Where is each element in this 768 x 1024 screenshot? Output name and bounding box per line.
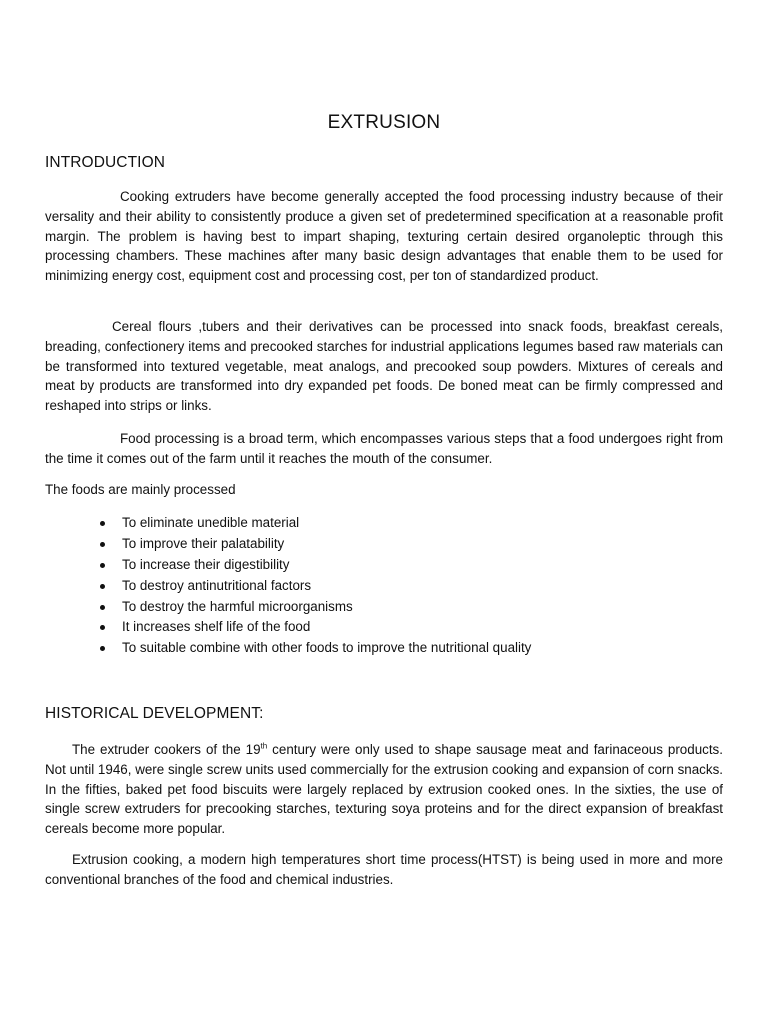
list-item	[45, 597, 531, 618]
introduction-heading: INTRODUCTION	[45, 154, 166, 171]
list-item-text: To suitable combine with other foods to improve the nutritional quality	[122, 640, 532, 656]
list-intro-text: The foods are mainly processed	[45, 482, 236, 497]
processing-reasons-list	[45, 513, 531, 659]
list-item	[45, 513, 531, 534]
introduction-paragraph-2: Cereal flours ,tubers and their derivatives can be processed into snack foods, breakfast cereals, breading, confectionery items and precooked starches for industrial applications legumes based raw materials can be transformed into textured vegetable, meat analogs, and precooked soup powders. Mixtures of cereals and meat by products are transformed into dry expanded pet foods. De boned meat can be firmly compressed and reshaped into strips or links.	[45, 319, 723, 414]
list-item-text: To increase their digestibility	[122, 556, 290, 572]
list-item-text: To eliminate unedible material	[122, 515, 300, 530]
list-item	[45, 576, 531, 597]
introduction-paragraph-1: Cooking extruders have become generally accepted the food processing industry because of their versality and their ability to consistently produce a given set of predetermined specification at a reasonable profit margin. The problem is having best to impart shaping, texturing certain desired organoleptic through this processing chambers. These machines after many basic design advantages that enable them to be used for minimizing energy cost, equipment cost and processing cost, per ton of standardized product.	[45, 189, 723, 284]
list-item	[45, 534, 531, 555]
list-item-text: To destroy the harmful microorganisms	[122, 598, 353, 614]
document-page	[45, 0, 723, 1024]
bullet-icon	[100, 563, 105, 568]
list-item	[45, 638, 531, 659]
bullet-icon	[100, 584, 105, 589]
bullet-icon	[100, 605, 105, 610]
historical-paragraph-1-rest: century were only used to shape sausage meat and farinaceous products. Not until 1946, were single screw units used commercially for the extrusion cooking and expansion of corn snacks. In the fifties, baked pet food biscuits were largely replaced by extrusion cooked ones. In the sixties, the use of single screw extruders for precooking starches, texturing soya proteins and for the direct expansion of breakfast cereals become more popular.	[45, 742, 723, 837]
list-item-text: To improve their palatability	[122, 535, 285, 551]
list-item-text: To destroy antinutritional factors	[122, 577, 312, 593]
bullet-icon	[100, 521, 105, 526]
bullet-icon	[100, 646, 105, 651]
list-item-text: It increases shelf life of the food	[122, 619, 311, 635]
historical-paragraph-2: Extrusion cooking, a modern high temperatures short time process(HTST) is being used in more and more conventional branches of the food and chemical industries.	[45, 852, 723, 887]
bullet-icon	[100, 542, 105, 547]
document-title: EXTRUSION	[327, 112, 441, 133]
superscript-ordinal: th	[260, 741, 268, 751]
list-item	[45, 555, 531, 576]
historical-paragraph-1-start: The extruder cookers of the 19	[72, 742, 261, 757]
introduction-paragraph-3: Food processing is a broad term, which encompasses various steps that a food undergoes right from the time it comes out of the farm until it reaches the mouth of the consumer.	[45, 431, 723, 466]
historical-development-heading: HISTORICAL DEVELOPMENT:	[45, 705, 264, 722]
list-item	[45, 617, 531, 638]
historical-paragraph-1	[45, 740, 723, 839]
bullet-icon	[100, 625, 105, 630]
